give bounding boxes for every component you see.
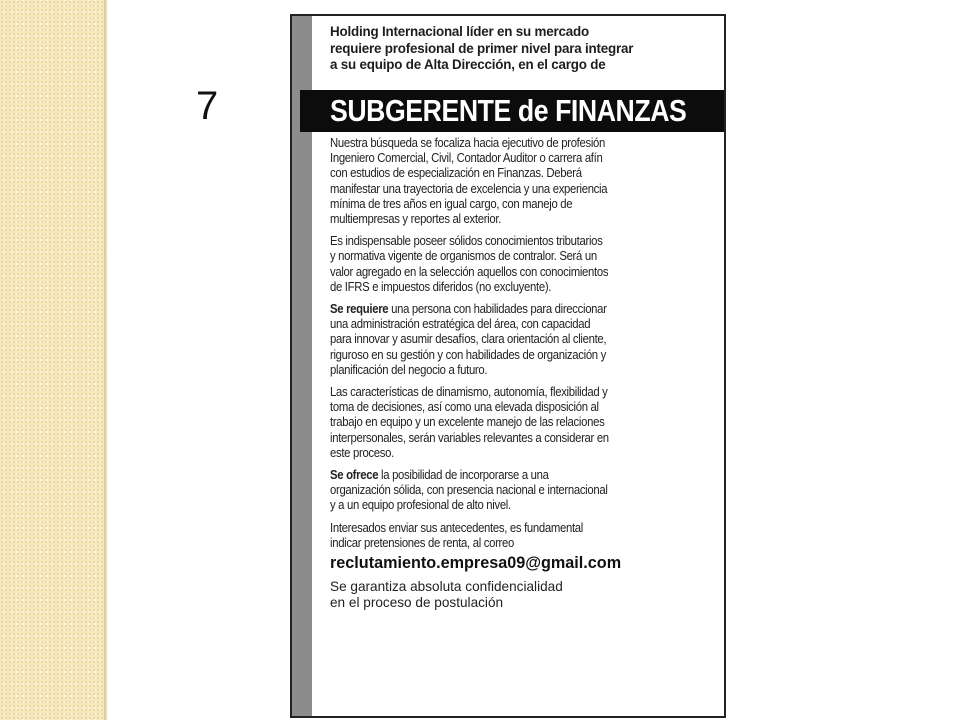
paragraph-text: la posibilidad de incorporarse a una: [378, 468, 549, 483]
paragraph-profile: [330, 136, 714, 227]
paragraph-knowledge: [330, 234, 714, 295]
paragraph-line: organización sólida, con presencia nacional e internacional: [330, 483, 608, 498]
paragraph-line: de IFRS e impuestos diferidos (no excluyente).: [330, 279, 552, 294]
paragraph-line: [330, 302, 676, 317]
paragraph-line: con estudios de especialización en Finanzas. Deberá: [330, 166, 582, 181]
paragraph-line: indicar pretensiones de renta, al correo: [330, 535, 514, 550]
slide-number: 7: [196, 84, 219, 128]
paragraph-characteristics: [330, 385, 714, 461]
paragraph-line: riguroso en su gestión y con habilidades de organización y: [330, 347, 606, 362]
paragraph-line: Las características de dinamismo, autonomía, flexibilidad y: [330, 385, 608, 400]
paragraph-line: toma de decisiones, así como una elevada disposición al: [330, 400, 599, 415]
job-title: SUBGERENTE de FINANZAS: [330, 93, 687, 128]
paragraph-line: Nuestra búsqueda se focaliza hacia ejecutivo de profesión: [330, 136, 606, 150]
confidentiality-line: Se garantiza absoluta confidencialidad: [330, 579, 563, 595]
paragraph-line: Interesados enviar sus antecedentes, es fundamental: [330, 520, 583, 535]
confidentiality-line: en el proceso de postulación: [330, 595, 504, 611]
contact-email[interactable]: reclutamiento.empresa09@gmail.com: [330, 554, 622, 573]
paragraph-apply: [330, 521, 714, 551]
paragraph-lead: Se requiere: [330, 302, 389, 317]
paragraph-text: una persona con habilidades para direccionar: [388, 302, 607, 317]
paragraph-line: [330, 468, 676, 483]
paragraph-line: Ingeniero Comercial, Civil, Contador Auditor o carrera afín: [330, 151, 603, 166]
paragraph-line: para innovar y asumir desafíos, clara orientación al cliente,: [330, 332, 607, 347]
ad-body: [330, 136, 714, 611]
paragraph-line: trabajo en equipo y un excelente manejo de las relaciones: [330, 415, 605, 430]
paragraph-requirements: [330, 302, 714, 378]
ad-header-line: a su equipo de Alta Dirección, en el cargo de: [330, 57, 606, 72]
paragraph-line: valor agregado en la selección aquellos con conocimientos: [330, 264, 609, 279]
job-advertisement: [290, 14, 726, 718]
paragraph-line: multiempresas y reportes al exterior.: [330, 212, 502, 227]
ad-header: [330, 24, 714, 74]
paragraph-line: y a un equipo profesional de alto nivel.: [330, 498, 511, 513]
paragraph-line: interpersonales, serán variables relevantes a considerar en: [330, 430, 609, 445]
job-title-bar: [300, 90, 726, 132]
paragraph-line: planificación del negocio a futuro.: [330, 362, 488, 377]
paragraph-line: manifestar una trayectoria de excelencia y una experiencia: [330, 181, 608, 196]
paragraph-line: y normativa vigente de organismos de contralor. Será un: [330, 249, 597, 264]
ad-header-line: Holding Internacional líder en su mercado: [330, 24, 589, 39]
paragraph-line: este proceso.: [330, 445, 394, 460]
ad-header-line: requiere profesional de primer nivel para integrar: [330, 40, 634, 56]
decorative-side-band: [0, 0, 104, 720]
paragraph-line: Es indispensable poseer sólidos conocimientos tributarios: [330, 234, 603, 249]
paragraph-line: mínima de tres años en igual cargo, con manejo de: [330, 196, 573, 211]
side-band-edge: [104, 0, 107, 720]
paragraph-offer: [330, 468, 714, 514]
paragraph-lead: Se ofrece: [330, 468, 379, 483]
paragraph-line: una administración estratégica del área, con capacidad: [330, 317, 591, 332]
